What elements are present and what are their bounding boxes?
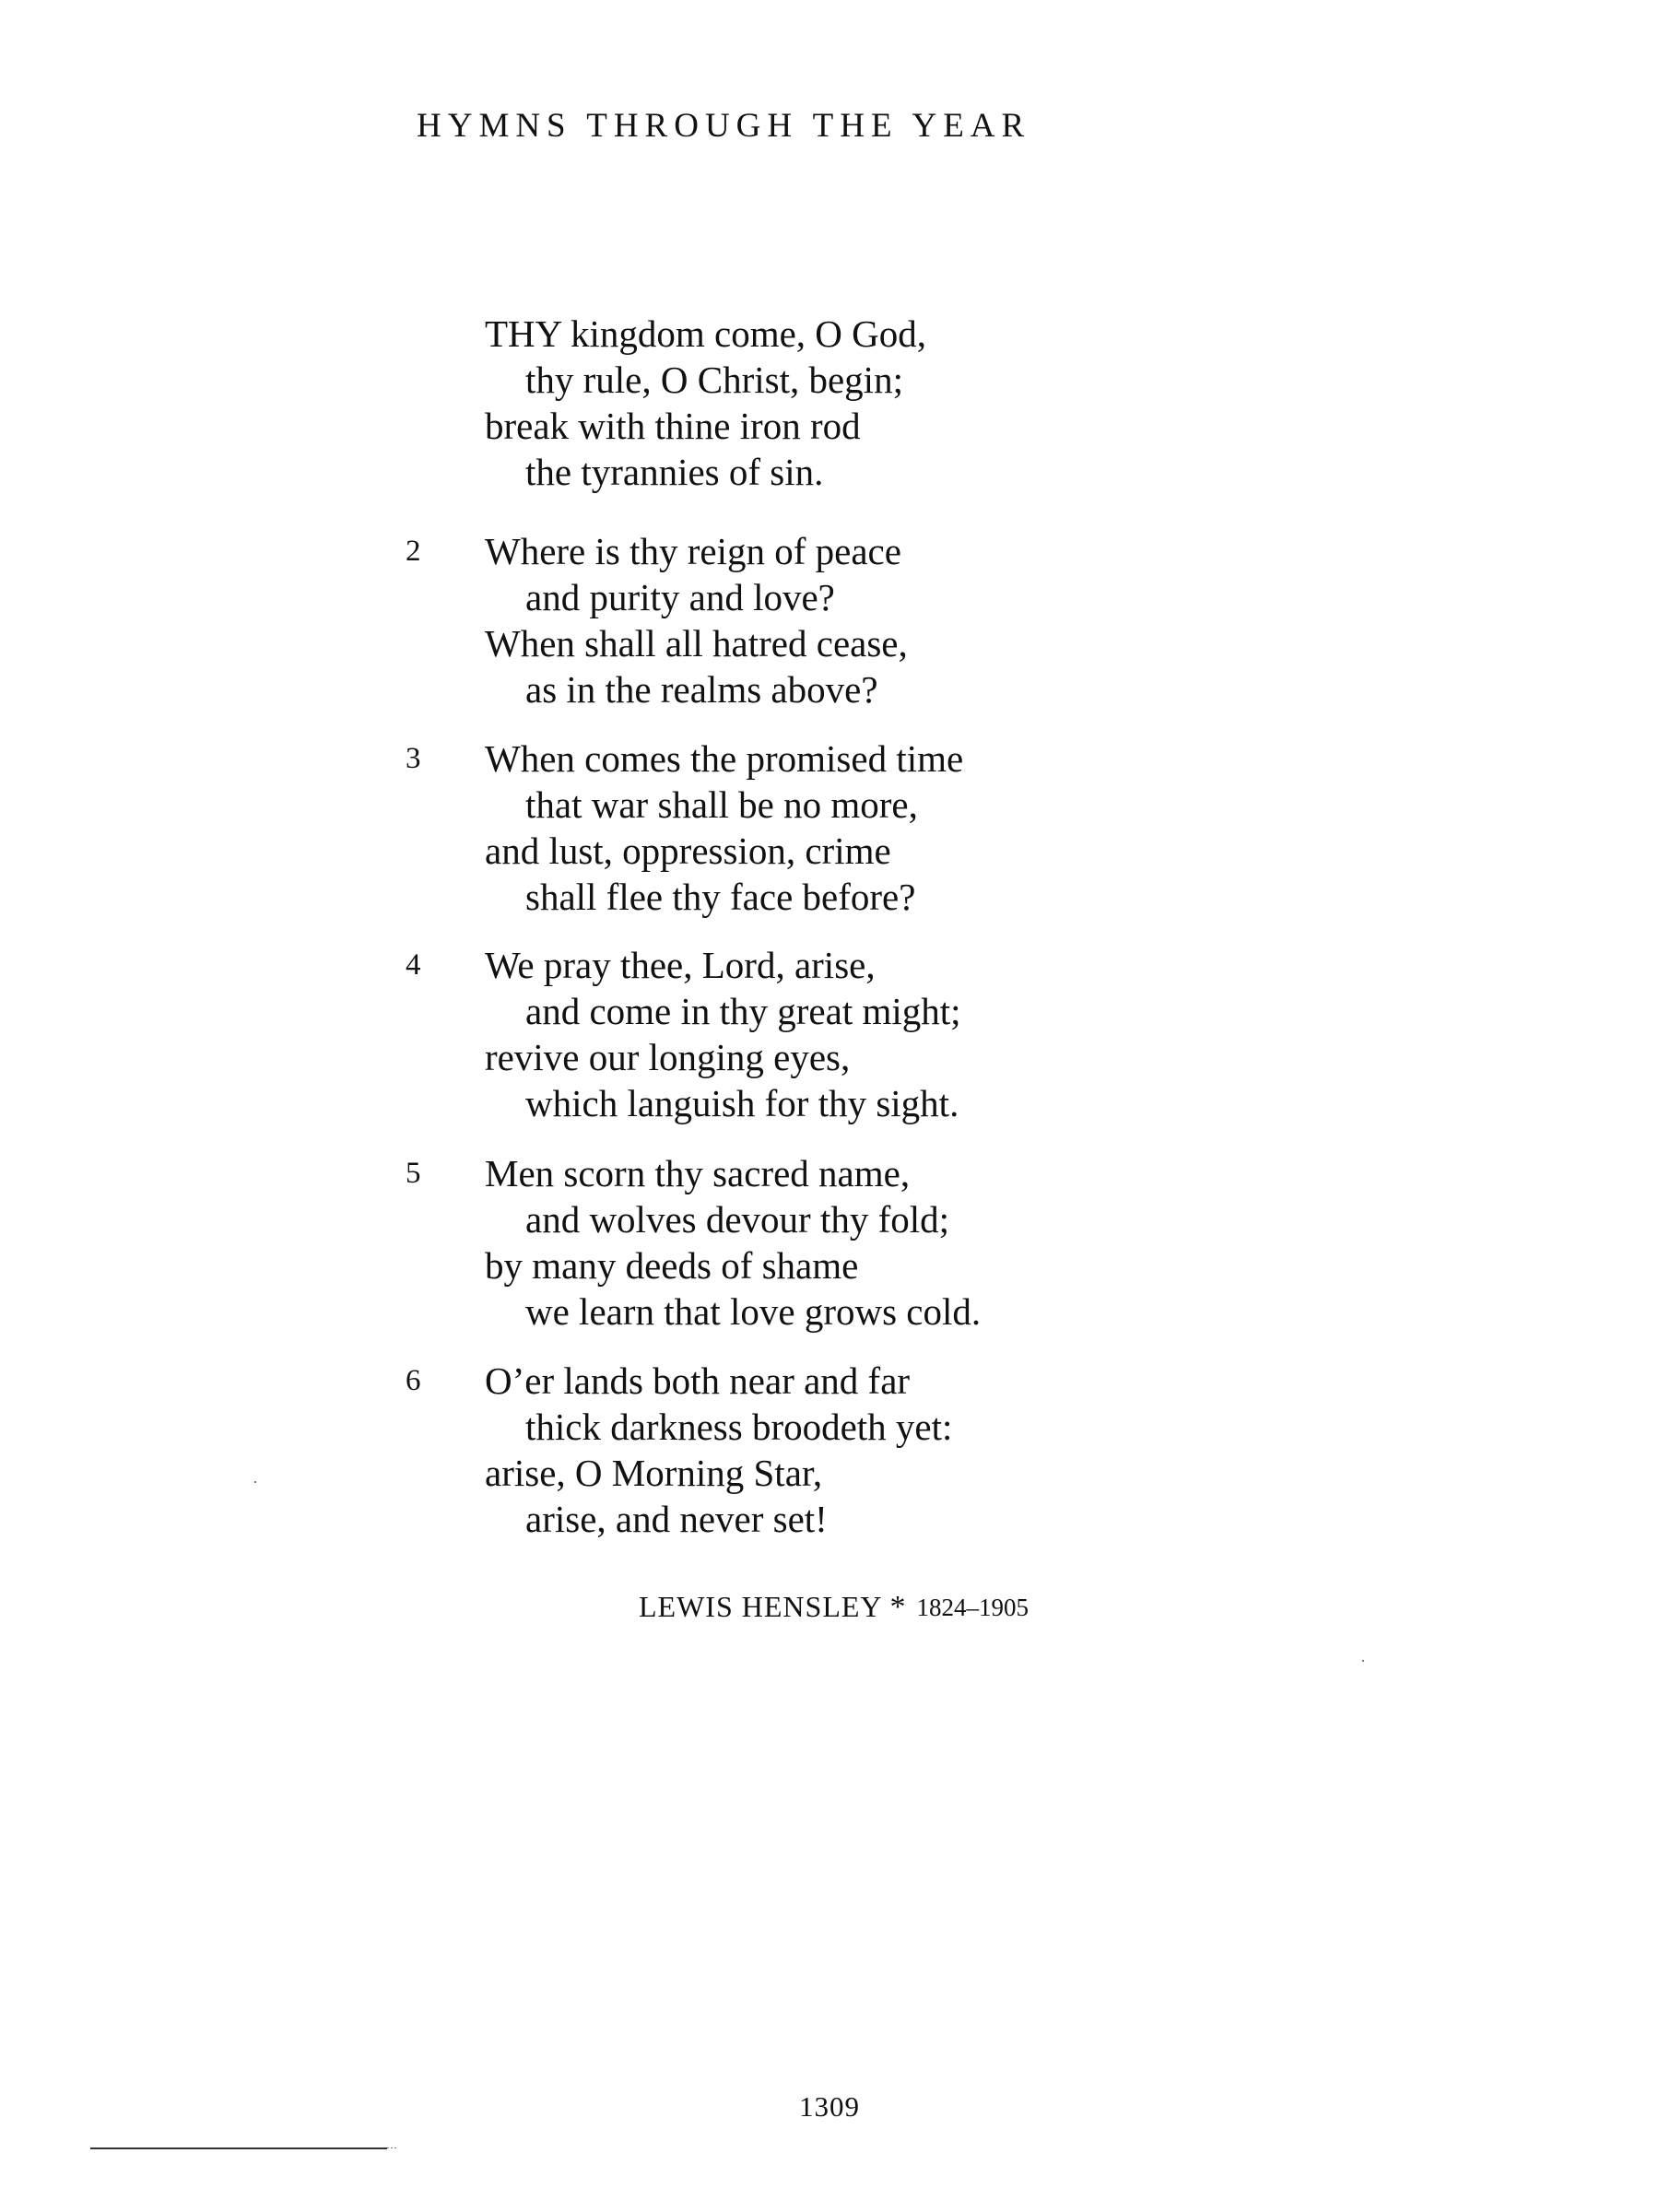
verse-line: When shall all hatred cease, <box>485 622 908 665</box>
verse-line: thy rule, O Christ, begin; <box>525 359 903 401</box>
verse-line: that war shall be no more, <box>525 783 918 826</box>
verse-line: Men scorn thy sacred name, <box>485 1152 911 1194</box>
verse-number: 3 <box>406 742 421 775</box>
verse-line: Where is thy reign of peace <box>485 530 901 572</box>
stanza-5 <box>406 1150 1161 1335</box>
verse-line: thick darkness broodeth yet: <box>525 1406 953 1448</box>
verse-line: and lust, oppression, crime <box>485 830 891 872</box>
author-dates: 1824–1905 <box>916 1594 1030 1621</box>
author-name: LEWIS HENSLEY <box>639 1590 883 1623</box>
verse-line: shall flee thy face before? <box>525 876 916 918</box>
stanza-4 <box>406 942 1161 1126</box>
verse-line: THY kingdom come, O God, <box>485 312 927 355</box>
verse-line: arise, O Morning Star, <box>485 1452 823 1494</box>
verse-line: which languish for thy sight. <box>525 1082 959 1124</box>
verse-line: break with thine iron rod <box>485 405 861 447</box>
verse-line: O’er lands both near and far <box>485 1359 911 1402</box>
scan-edge-rule <box>90 2147 387 2149</box>
verse-line: and wolves devour thy fold; <box>525 1198 950 1241</box>
verse-number: 5 <box>406 1157 421 1190</box>
star-mark: * <box>889 1590 906 1624</box>
verse-number: 2 <box>406 535 421 568</box>
verse-number: 6 <box>406 1364 421 1397</box>
verse-number: 4 <box>406 948 421 982</box>
stanza-2 <box>406 528 1161 712</box>
verse-line: arise, and never set! <box>525 1498 828 1540</box>
verse-line: We pray thee, Lord, arise, <box>485 944 876 986</box>
running-title: HYMNS THROUGH THE YEAR <box>417 107 1031 145</box>
verse-line: When comes the promised time <box>485 737 964 780</box>
verse-line: as in the realms above? <box>525 668 878 711</box>
verse-line: we learn that love grows cold. <box>525 1290 982 1333</box>
verse-line: by many deeds of shame <box>485 1244 859 1287</box>
stanza-6 <box>406 1358 1161 1542</box>
verse-line: and come in thy great might; <box>525 990 961 1032</box>
author-attribution <box>639 1592 1029 1623</box>
verse-line: and purity and love? <box>525 576 835 618</box>
scan-dot <box>254 1481 256 1483</box>
stanza-1 <box>406 311 1161 495</box>
verse-line: revive our longing eyes, <box>485 1036 851 1078</box>
page-number: 1309 <box>799 2090 860 2123</box>
scan-dot <box>1362 1660 1364 1662</box>
verse-line: the tyrannies of sin. <box>525 451 824 493</box>
scan-edge-rule-tail <box>387 2147 398 2148</box>
stanza-3 <box>406 735 1161 920</box>
